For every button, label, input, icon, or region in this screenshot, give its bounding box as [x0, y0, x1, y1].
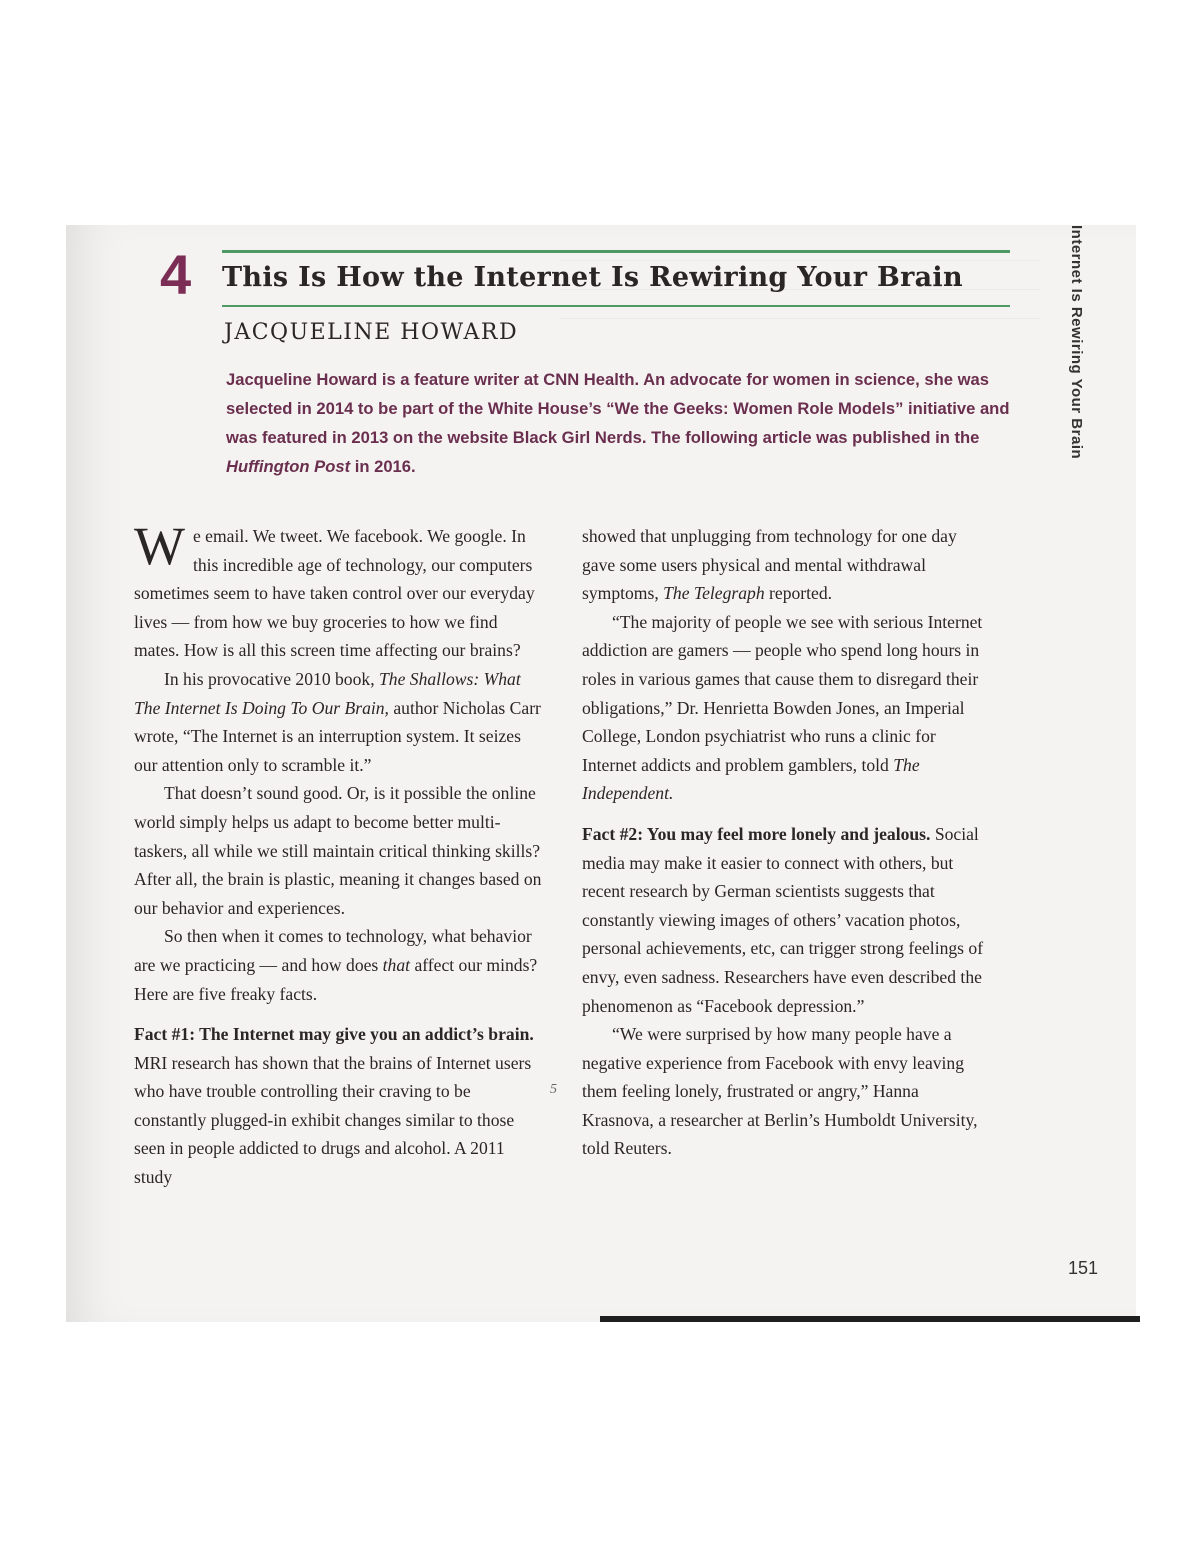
paragraph-text: In his provocative 2010 book,	[164, 668, 379, 689]
paragraph: “We were surprised by how many people have a negative experience from Facebook with envy leaving them feeling lonely, frustrated or angry,” Hanna Krasnova, a researcher at Berlin’s Humboldt University, told Reuters.	[582, 1024, 978, 1159]
paragraph: That doesn’t sound good. Or, is it possible the online world simply helps us adapt to become better multi-taskers, all while we still maintain critical thinking skills? After all, the brain is plastic, meaning it changes based on our behavior and experiences.	[134, 783, 542, 918]
chapter-number: 4	[160, 243, 192, 306]
running-head: Internet Is Rewiring Your Brain	[1068, 225, 1085, 460]
paragraph-text: reported.	[764, 583, 833, 604]
author-name: JACQUELINE HOWARD	[224, 320, 519, 345]
paragraph-text: affect our minds? Here are five freaky facts.	[134, 954, 538, 1004]
book-title: The Shallows: What The Internet Is Doing To Our Brain,	[134, 668, 521, 718]
fact-paragraph	[134, 1020, 544, 1192]
title-rule-top	[222, 250, 1010, 253]
drop-cap: W	[134, 516, 185, 576]
paragraph	[582, 608, 992, 808]
source-name: The Telegraph	[663, 583, 765, 604]
paragraph	[134, 516, 544, 665]
paragraph-margin-number: 5	[550, 1082, 557, 1097]
fact-heading: Fact #1: The Internet may give you an addict’s brain.	[134, 1024, 534, 1045]
source-name: The Independent.	[582, 754, 920, 804]
left-column	[134, 516, 544, 1192]
bio-text: Jacqueline Howard is a feature writer at CNN Health. An advocate for women in science, she was selected in 2014 to be part of the White House’s “We the Geeks: Women Role Models” initiative and was featured in 2013 on the website Black Girl Nerds. The following article was published in the	[226, 370, 1010, 447]
fact-paragraph	[582, 820, 992, 1020]
right-column	[582, 522, 992, 1163]
paragraph-text: So then when it comes to technology, what behavior are we practicing — and how does	[134, 926, 532, 975]
paragraph	[134, 922, 544, 1008]
title-rule-bottom	[222, 305, 1010, 307]
paragraph-text: author Nicholas Carr wrote, “The Internet is an interruption system. It seizes our attention only to scramble it.”	[134, 697, 541, 775]
paragraph	[134, 665, 544, 779]
paragraph-text: MRI research has shown that the brains of Internet users who have trouble controlling their craving to be constantly plugged-in exhibit changes similar to those seen in people addicted to drugs and alcohol. A 2011 study	[134, 1052, 532, 1188]
paragraph-text: e email. We tweet. We facebook. We google. In this incredible age of technology, our computers sometimes seem to have taken control over our everyday lives — from how we buy groceries to how we find mates. How is all this screen time affecting our brains?	[134, 526, 535, 661]
paragraph-text: Social media may make it easier to connect with others, but recent research by German scientists suggests that constantly viewing images of others’ vacation photos, personal achievements, etc, can trigger strong feelings of envy, even sadness. Researchers have even described the phenomenon as “Facebook depression.”	[582, 823, 984, 1016]
emphasis: that	[382, 954, 411, 975]
fact-heading: Fact #2: You may feel more lonely and jealous.	[582, 823, 931, 844]
page-number: 151	[1068, 1258, 1099, 1278]
bio-publication: Huffington Post	[226, 457, 351, 476]
paragraph-text: showed that unplugging from technology for one day gave some users physical and mental withdrawal symptoms,	[582, 526, 957, 604]
article-title: This Is How the Internet Is Rewiring Your Brain	[222, 262, 963, 293]
paragraph-text: “The majority of people we see with serious Internet addiction are gamers — people who spend long hours in roles in various games that cause them to disregard their obligations,” Dr. Henrietta Bowden Jones, an Imperial College, London psychiatrist who runs a clinic for Internet addicts and problem gamblers, told	[582, 611, 983, 775]
page-edge-shadow	[600, 1316, 1140, 1322]
bio-text-end: in 2016.	[350, 457, 416, 476]
paragraph	[582, 522, 992, 608]
author-bio	[226, 365, 1026, 481]
